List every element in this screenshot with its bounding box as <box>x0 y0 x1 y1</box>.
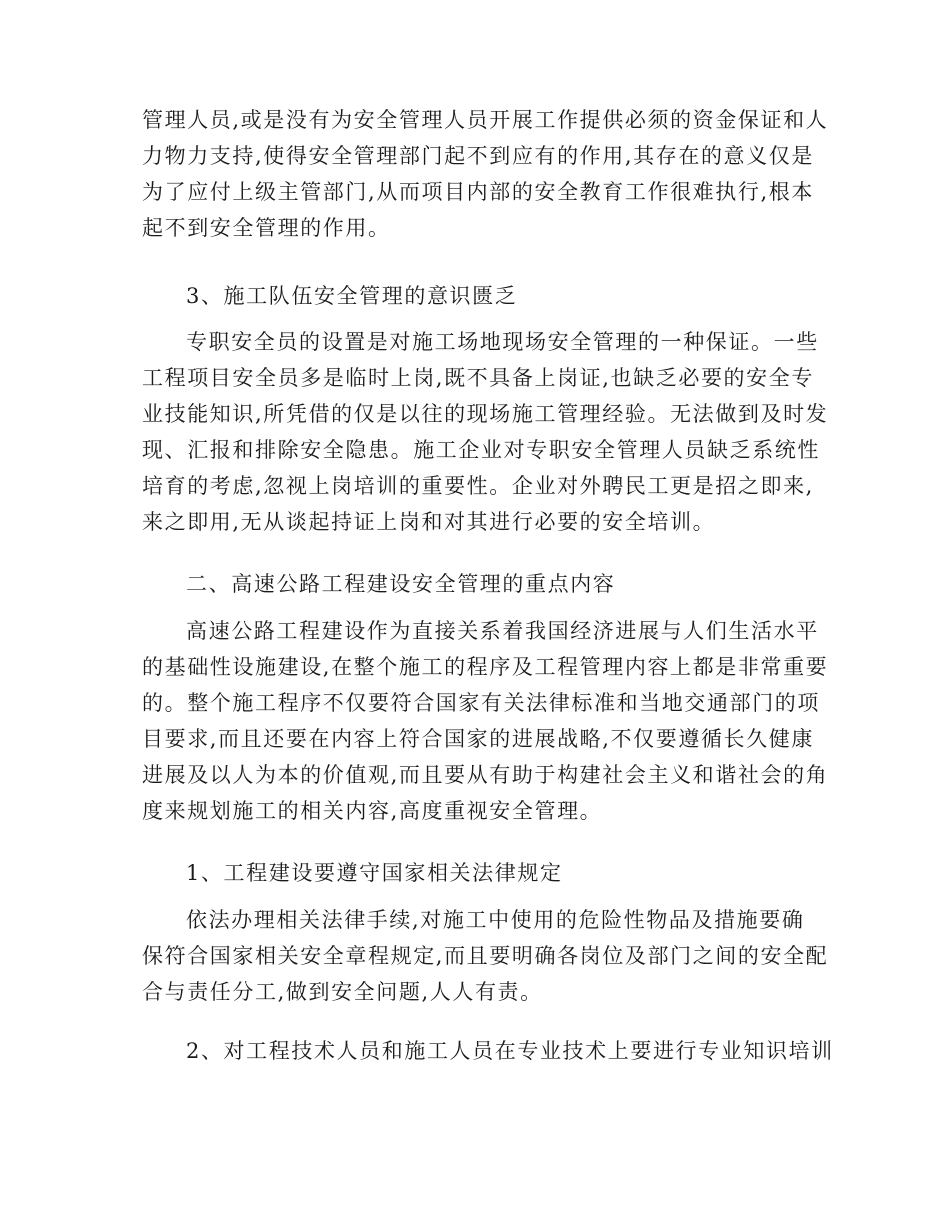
text-line: 度来规划施工的相关内容,高度重视安全管理。 <box>142 799 603 823</box>
text-line: 现、汇报和排除安全隐患。施工企业对专职安全管理人员缺乏系统性 <box>142 438 820 462</box>
paragraph-2 <box>142 324 829 540</box>
text-line: 的。整个施工程序不仅要符合国家有关法律标准和当地交通部门的项 <box>142 691 820 715</box>
text-line: 起不到安全管理的作用。 <box>142 216 391 240</box>
text-line: 高速公路工程建设作为直接关系着我国经济进展与人们生活水平 <box>186 619 819 643</box>
heading-text: 1、工程建设要遵守国家相关法律规定 <box>186 861 563 885</box>
text-line: 业技能知识,所凭借的仅是以往的现场施工管理经验。无法做到及时发 <box>142 402 829 426</box>
heading-text: 二、高速公路工程建设安全管理的重点内容 <box>186 572 616 596</box>
text-line: 合与责任分工,做到安全问题,人人有责。 <box>142 980 543 1004</box>
text-line: 依法办理相关法律手续,对施工中使用的危险性物品及措施要确 <box>186 908 805 932</box>
text-line: 来之即用,无从谈起持证上岗和对其进行必要的安全培训。 <box>142 510 716 534</box>
text-line: 培育的考虑,忽视上岗培训的重要性。企业对外聘民工更是招之即来, <box>142 474 814 498</box>
text-line: 目要求,而且还要在内容上符合国家的进展战略,不仅要遵循长久健康 <box>142 727 814 751</box>
heading-2 <box>142 1033 834 1069</box>
heading-text: 2、对工程技术人员和施工人员在专业技术上要进行专业知识培训 <box>186 1039 834 1063</box>
paragraph-1 <box>142 102 829 246</box>
heading-section-2 <box>142 566 814 602</box>
text-line: 专职安全员的设置是对施工场地现场安全管理的一种保证。一些 <box>186 330 819 354</box>
text-line: 管理人员,或是没有为安全管理人员开展工作提供必须的资金保证和人 <box>142 108 829 132</box>
heading-text: 3、施工队伍安全管理的意识匮乏 <box>186 284 518 308</box>
text-line: 进展及以人为本的价值观,而且要从有助于构建社会主义和谐社会的角 <box>142 763 829 787</box>
text-line: 为了应付上级主管部门,从而项目内部的安全教育工作很难执行,根本 <box>142 180 814 204</box>
heading-3 <box>142 278 814 314</box>
heading-1 <box>142 855 814 891</box>
text-line: 保符合国家相关安全章程规定,而且要明确各岗位及部门之间的安全配 <box>142 944 829 968</box>
paragraph-3 <box>142 613 829 829</box>
text-line: 力物力支持,使得安全管理部门起不到应有的作用,其存在的意义仅是 <box>142 144 814 168</box>
text-line: 工程项目安全员多是临时上岗,既不具备上岗证,也缺乏必要的安全专 <box>142 366 814 390</box>
paragraph-4 <box>142 902 829 1010</box>
text-line: 的基础性设施建设,在整个施工的程序及工程管理内容上都是非常重要 <box>142 655 829 679</box>
